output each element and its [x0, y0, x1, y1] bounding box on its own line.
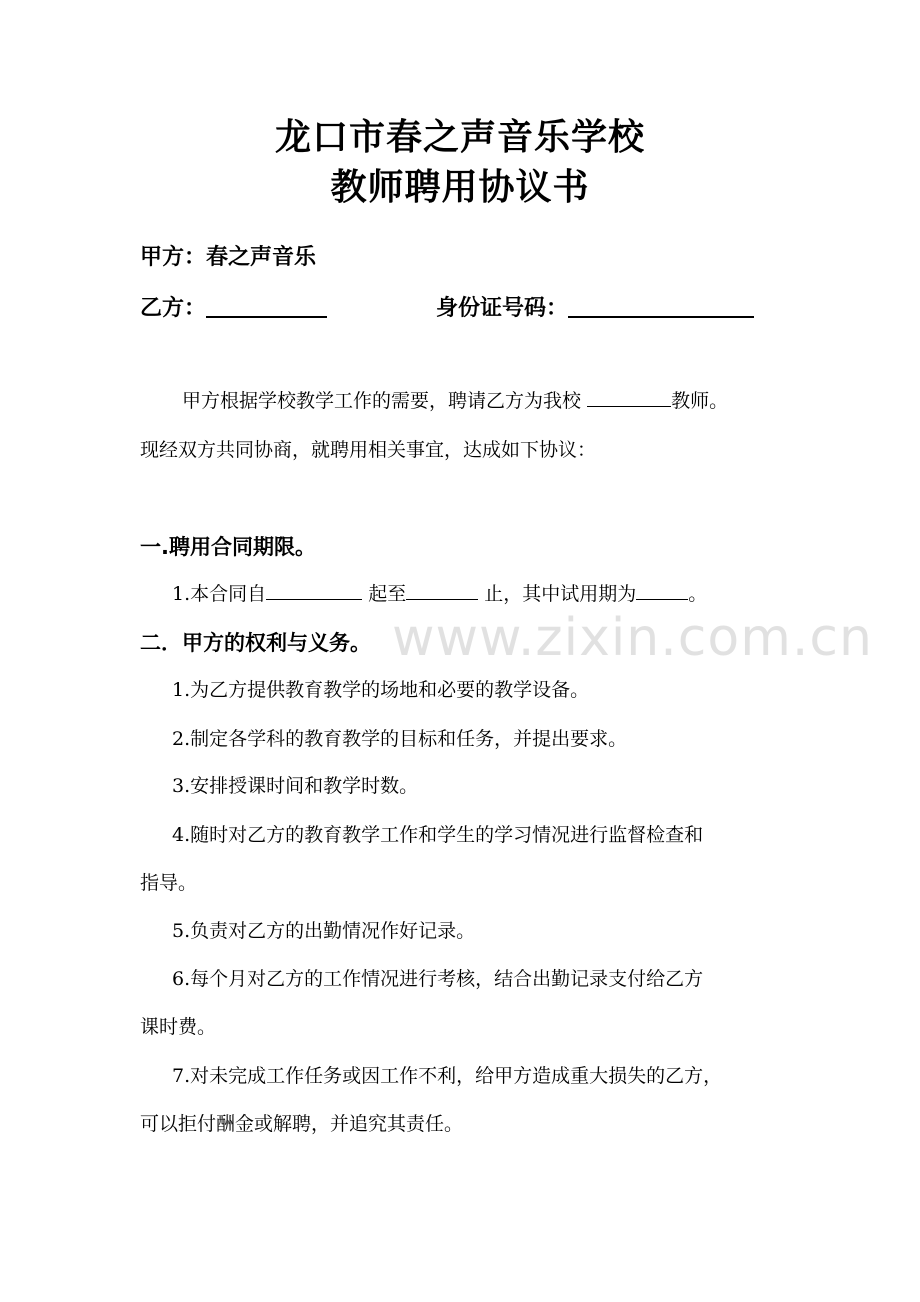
section-2-item-7-cont: 可以拒付酬金或解聘，并追究其责任。: [140, 1113, 464, 1135]
document-title-school: 龙口市春之声音乐学校: [274, 117, 645, 158]
section-1-item-1: [172, 580, 707, 608]
id-number-label: 身份证号码：: [436, 296, 569, 321]
section-2-heading: 二．甲方的权利与义务。: [140, 631, 371, 655]
party-a-line: 甲方：春之声音乐: [140, 245, 317, 270]
start-date-blank: [266, 581, 362, 600]
id-number-blank: [568, 315, 754, 318]
section-2-item-1: 1.为乙方提供教育教学的场地和必要的教学设备。: [172, 679, 590, 701]
intro-line-2: 现经双方共同协商，就聘用相关事宜，达成如下协议：: [140, 439, 597, 461]
watermark: www.zixin.com.cn: [392, 608, 873, 668]
id-number-line: [436, 294, 754, 324]
item-1-period: 。: [688, 583, 708, 605]
intro-text-before: 甲方根据学校教学工作的需要，聘请乙方为我校: [182, 390, 582, 412]
section-2-item-5: 5.负责对乙方的出勤情况作好记录。: [172, 920, 476, 942]
section-2-item-4-cont: 指导。: [140, 872, 198, 894]
end-date-blank: [406, 581, 478, 600]
contract-from-label: 1.本合同自: [172, 583, 267, 605]
document-title-agreement: 教师聘用协议书: [330, 167, 590, 208]
section-2-item-7: 7.对未完成工作任务或因工作不利，给甲方造成重大损失的乙方，: [172, 1065, 723, 1087]
party-b-label: 乙方：: [140, 296, 207, 321]
intro-text-after: 教师。: [671, 390, 729, 412]
party-b-blank: [206, 315, 327, 318]
subject-blank: [587, 388, 671, 407]
intro-line-1: [182, 387, 728, 415]
section-2-item-4: 4.随时对乙方的教育教学工作和学生的学习情况进行监督检查和: [172, 824, 704, 846]
section-2-item-6: 6.每个月对乙方的工作情况进行考核，结合出勤记录支付给乙方: [172, 968, 704, 990]
section-2-item-3: 3.安排授课时间和教学时数。: [172, 775, 419, 797]
contract-to-label: 起至: [368, 583, 407, 605]
section-1-heading: 一.聘用合同期限。: [140, 535, 316, 559]
section-2-item-6-cont: 课时费。: [140, 1016, 217, 1038]
probation-label: 止，其中试用期为: [484, 583, 637, 605]
section-2-item-2: 2.制定各学科的教育教学的目标和任务，并提出要求。: [172, 728, 628, 750]
probation-blank: [636, 581, 688, 600]
party-b-line: [140, 294, 327, 324]
